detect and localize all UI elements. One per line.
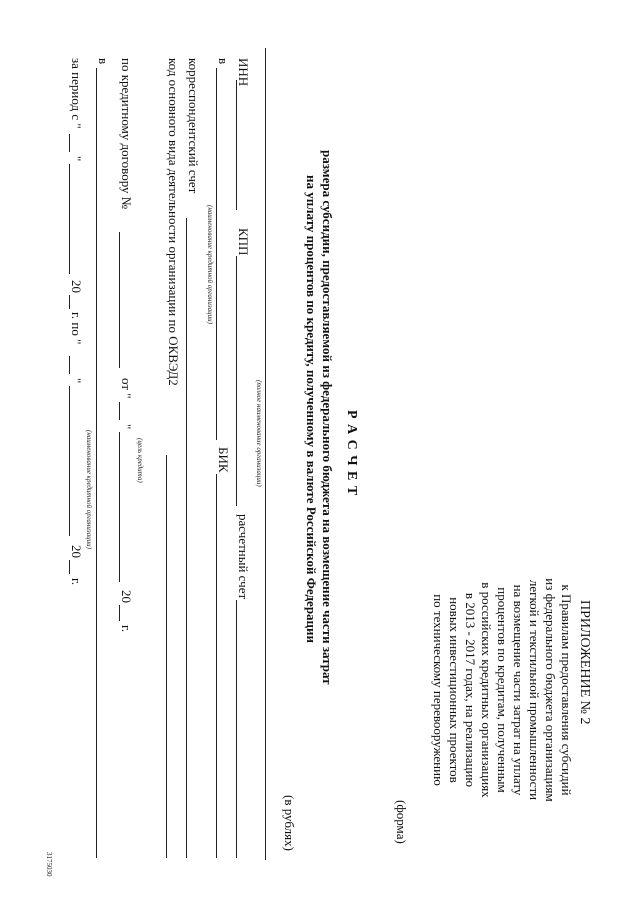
heading-line-1: размера субсидии, предоставляемой из федерального бюджета на возмещение части затрат (320, 150, 335, 685)
document-title: Р А С Ч Е Т (344, 410, 359, 497)
account-label: расчетный счет (236, 514, 251, 600)
inn-field[interactable] (236, 80, 237, 210)
okved-label: код основного вида деятельности организации по ОКВЭД2 (166, 58, 181, 386)
appendix-line: легкой и текстильной промышленности (527, 579, 542, 801)
currency-note: (в рублях) (282, 795, 297, 851)
org-name-caption: (полное наименование организации) (255, 380, 263, 487)
period-to-year-suffix: г. (69, 578, 84, 586)
account-field[interactable] (236, 600, 237, 858)
corr-account-label: корреспондентский счет (186, 58, 201, 194)
appendix-line: новых инвестиционных проектов (447, 597, 462, 783)
org-name-line[interactable] (265, 48, 266, 860)
kpp-label: КПП (236, 228, 251, 256)
period-to-year-field[interactable] (69, 560, 70, 574)
appendix-line: процентов по кредитам, полученным (495, 587, 510, 793)
in-label-2: в (96, 58, 111, 65)
appendix-title: ПРИЛОЖЕНИЕ № 2 (577, 600, 592, 725)
credit-org-caption: (наименование кредитной организации) (206, 205, 214, 324)
bik-label: БИК (216, 447, 231, 473)
period-from-year-prefix: 20 (69, 280, 84, 293)
from-year-suffix: г. (119, 625, 134, 633)
bik-field[interactable] (216, 474, 217, 858)
heading-line-2: на уплату процентов по кредиту, полученному в валюте Российской Федерации (304, 175, 319, 644)
credit-purpose-caption: (цель кредита) (136, 438, 144, 483)
bank-name-field[interactable] (216, 68, 217, 440)
kpp-field[interactable] (236, 256, 237, 506)
from-year-prefix: 20 (119, 590, 134, 603)
period-to-year-prefix: 20 (69, 545, 84, 558)
from-month-field[interactable] (119, 432, 120, 582)
period-from-year-field[interactable] (69, 295, 70, 309)
from-day-field[interactable] (119, 402, 120, 420)
inn-label: ИНН (236, 58, 251, 87)
period-from-day-field[interactable] (69, 134, 70, 152)
appendix-line: из федерального бюджета организациям (543, 578, 558, 802)
credit-agreement-label: по кредитному договору № (119, 58, 134, 210)
bank-name-field-2[interactable] (96, 68, 97, 858)
in-label-1: в (216, 58, 231, 65)
period-from-label: за период с " (69, 58, 84, 129)
appendix-line: к Правилам предоставления субсидий (559, 584, 574, 796)
period-to-month-field[interactable] (69, 386, 70, 536)
period-from-month-field[interactable] (69, 164, 70, 274)
period-to-quote: " (69, 378, 84, 384)
okved-field[interactable] (166, 455, 167, 858)
appendix-line: в российских кредитных организациях (479, 582, 494, 798)
period-to-day-field[interactable] (69, 356, 70, 374)
appendix-line: по техническому перевооружению (431, 594, 446, 786)
corr-account-field[interactable] (186, 218, 187, 858)
appendix-text (430, 570, 574, 810)
footer-code: 3175030 (45, 852, 53, 877)
period-to-label: г. по " (69, 312, 84, 345)
from-year-field[interactable] (119, 605, 120, 621)
period-from-quote: " (69, 156, 84, 162)
appendix-line: на возмещение части затрат на уплату (511, 584, 526, 796)
appendix-line: в 2013 - 2017 годах, на реализацию (463, 592, 478, 788)
credit-org-name-caption: (наименование кредитной организации) (85, 430, 93, 549)
from-label: от " (119, 378, 134, 399)
credit-agreement-field[interactable] (119, 232, 120, 368)
form-label: (форма) (394, 800, 409, 844)
from-quote: " (119, 424, 134, 430)
